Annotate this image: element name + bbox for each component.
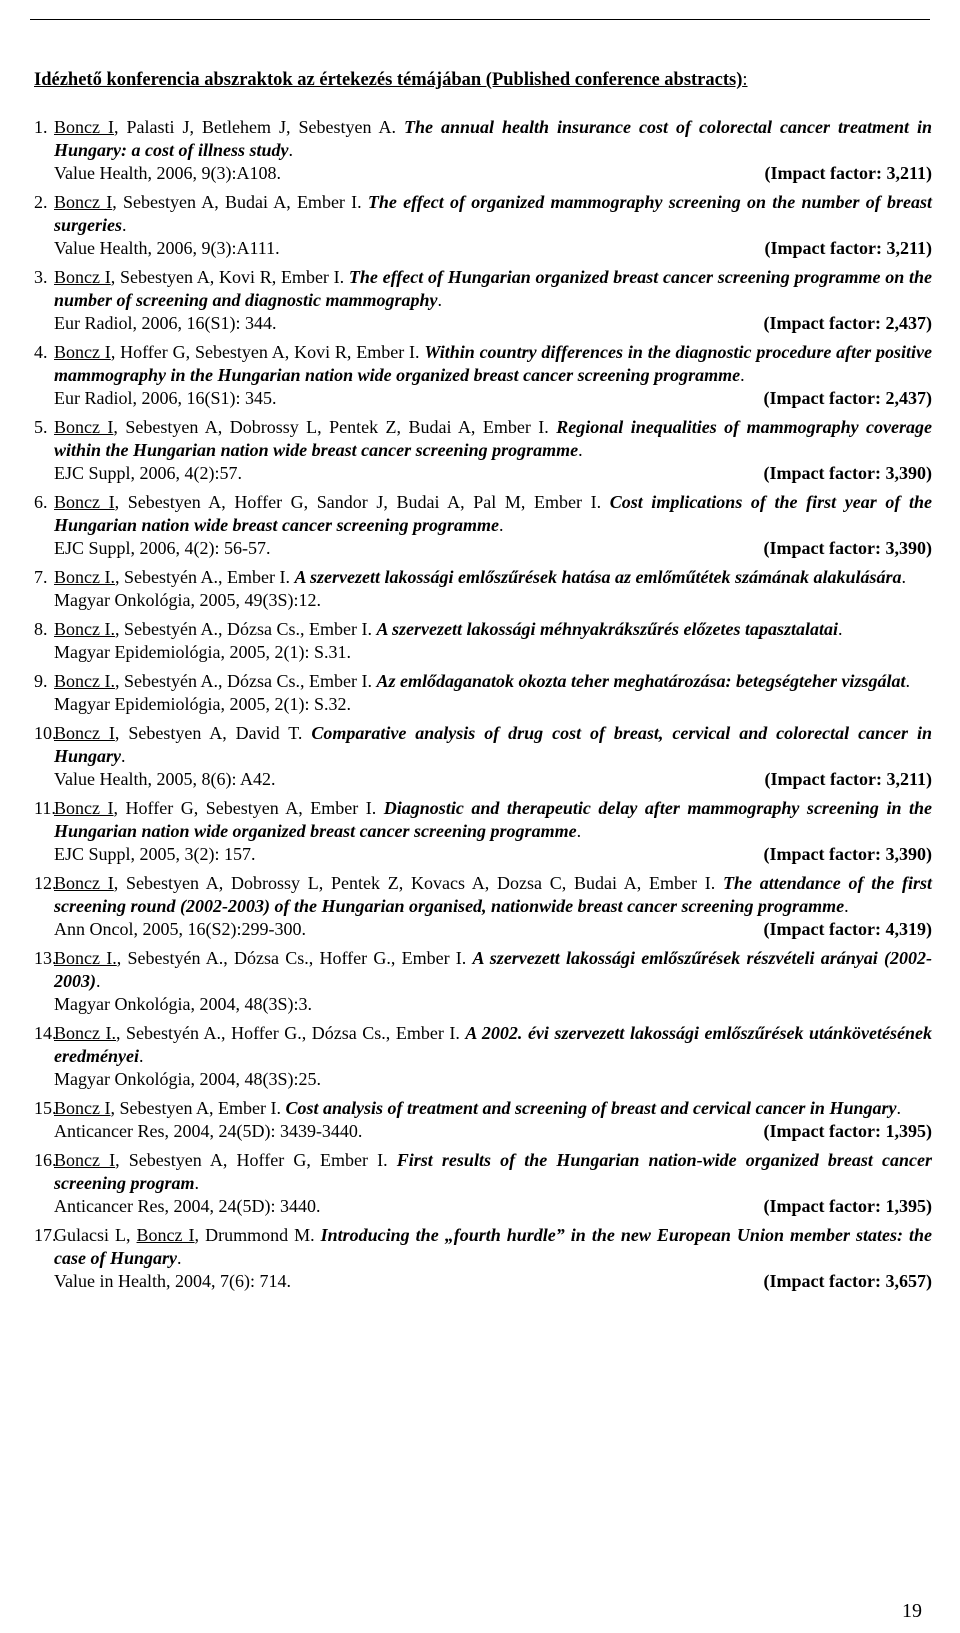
highlighted-author: Boncz I.: [54, 619, 115, 639]
reference-body: [44, 670, 932, 716]
reference-item: [34, 191, 932, 260]
authors-text: , Sebestyen A, Ember I.: [110, 1098, 286, 1118]
reference-number: 10.: [34, 723, 57, 743]
impact-factor: (Impact factor: 2,437): [763, 388, 932, 408]
authors-text: , Sebestyen A, Dobrossy L, Pentek Z, Kovacs A, Dozsa C, Budai A, Ember I.: [113, 873, 723, 893]
reference-source: Magyar Onkológia, 2005, 49(3S):12.: [54, 590, 321, 610]
highlighted-author: Boncz I.: [54, 948, 117, 968]
reference-source-line: [54, 918, 932, 941]
reference-item: [34, 1022, 933, 1091]
reference-citation: [54, 722, 932, 768]
reference-citation: [54, 341, 932, 387]
reference-title-end: .: [740, 365, 745, 385]
reference-item: [34, 872, 932, 941]
reference-citation: [54, 797, 932, 843]
top-rule: [30, 19, 930, 20]
reference-item: [34, 1224, 933, 1293]
reference-source: Magyar Onkológia, 2004, 48(3S):25.: [54, 1069, 321, 1089]
authors-text: , Sebestyen A, Hoffer G, Sandor J, Budai A, Pal M, Ember I.: [114, 492, 610, 512]
reference-source: Anticancer Res, 2004, 24(5D): 3440.: [54, 1196, 321, 1216]
reference-body: [44, 872, 932, 941]
reference-title-end: .: [578, 440, 583, 460]
reference-source: Value Health, 2005, 8(6): A42.: [54, 769, 276, 789]
reference-source: Anticancer Res, 2004, 24(5D): 3439-3440.: [54, 1121, 363, 1141]
authors-text: , Sebestyen A, Kovi R, Ember I.: [110, 267, 349, 287]
impact-factor: (Impact factor: 3,211): [764, 238, 932, 258]
reference-source: Magyar Epidemiológia, 2005, 2(1): S.31.: [54, 642, 351, 662]
highlighted-author: Boncz I: [54, 267, 111, 287]
reference-title-end: .: [837, 619, 843, 639]
reference-number: 15.: [34, 1098, 57, 1118]
reference-item: [34, 341, 932, 410]
reference-citation: [54, 266, 932, 312]
reference-title: The annual health insurance cost of colorectal cancer treatment in Hungary: a cost of illness study: [54, 117, 932, 160]
reference-number: 13.: [34, 948, 57, 968]
reference-title: Az emlődaganatok okozta teher meghatározása: betegségteher vizsgálat: [376, 671, 906, 691]
reference-title-end: .: [288, 140, 294, 160]
reference-body: [44, 116, 932, 185]
reference-citation: [54, 670, 932, 693]
reference-body: [44, 1022, 932, 1091]
impact-factor: (Impact factor: 3,390): [763, 538, 932, 558]
reference-title-end: .: [121, 746, 126, 766]
reference-citation: [54, 116, 932, 162]
reference-body: [44, 416, 932, 485]
reference-title: A szervezett lakossági emlőszűrések részvételi arányai (2002-2003): [54, 948, 932, 991]
authors-text: , Sebestyén A., Dózsa Cs., Ember I.: [114, 619, 377, 639]
authors-text: , Sebestyen A, Hoffer G, Ember I.: [115, 1150, 397, 1170]
reference-number: 12.: [34, 873, 57, 893]
impact-factor: (Impact factor: 3,657): [763, 1271, 932, 1291]
highlighted-author: Boncz I: [54, 192, 113, 212]
highlighted-author: Boncz I: [54, 1150, 116, 1170]
authors-text: , Hoffer G, Sebestyen A, Kovi R, Ember I.: [110, 342, 425, 362]
reference-body: [44, 947, 932, 1016]
reference-number: 5.: [34, 417, 48, 437]
reference-source: EJC Suppl, 2006, 4(2): 56-57.: [54, 538, 271, 558]
reference-title: First results of the Hungarian nation-wide organized breast cancer screening program: [54, 1150, 933, 1193]
reference-title-end: .: [905, 671, 910, 691]
reference-title: Introducing the „fourth hurdle” in the new European Union member states: the case of Hungary: [54, 1225, 933, 1268]
reference-body: [44, 797, 932, 866]
reference-source: EJC Suppl, 2006, 4(2):57.: [54, 463, 243, 483]
highlighted-author: Boncz I: [136, 1225, 195, 1245]
reference-citation: [54, 416, 932, 462]
authors-text: , Sebestyen A, Budai A, Ember I.: [112, 192, 368, 212]
reference-number: 16.: [34, 1150, 57, 1170]
reference-body: [44, 191, 932, 260]
authors-text: , Sebestyén A., Ember I.: [114, 567, 295, 587]
impact-factor: (Impact factor: 3,211): [764, 769, 932, 789]
reference-item: [34, 947, 932, 1016]
reference-citation: [54, 872, 932, 918]
reference-item: [34, 722, 932, 791]
highlighted-author: Boncz I: [54, 798, 114, 818]
reference-number: 6.: [34, 492, 48, 512]
impact-factor: (Impact factor: 3,390): [763, 844, 932, 864]
reference-title: A 2002. évi szervezett lakossági emlőszűrések utánkövetésének eredményei: [54, 1023, 933, 1066]
reference-body: [44, 1149, 932, 1218]
reference-title-end: .: [437, 290, 443, 310]
highlighted-author: Boncz I: [54, 117, 114, 137]
reference-source-line: [54, 768, 932, 791]
highlighted-author: Boncz I: [54, 342, 111, 362]
highlighted-author: Boncz I: [54, 417, 114, 437]
reference-title: Cost analysis of treatment and screening of breast and cervical cancer in Hungary: [285, 1098, 897, 1118]
reference-body: [44, 722, 932, 791]
reference-title: Cost implications of the first year of the Hungarian nation wide breast cancer screening programme: [54, 492, 932, 535]
reference-title-end: .: [901, 567, 907, 587]
authors-text: , Sebestyén A., Dózsa Cs., Hoffer G., Ember I.: [116, 948, 473, 968]
reference-title: A szervezett lakossági méhnyakrákszűrés előzetes tapasztalatai: [376, 619, 838, 639]
reference-item: [34, 491, 932, 560]
reference-title: The effect of Hungarian organized breast cancer screening programme on the number of screening and diagnostic mammography: [54, 267, 932, 310]
section-heading: [34, 70, 934, 91]
reference-body: [44, 266, 932, 335]
reference-source-line: [54, 1195, 932, 1218]
reference-title: Within country differences in the diagnostic procedure after positive mammography in the Hungarian nation wide organized breast cancer screening programme: [54, 342, 932, 385]
impact-factor: (Impact factor: 3,211): [764, 163, 932, 183]
reference-body: [44, 491, 932, 560]
impact-factor: (Impact factor: 3,390): [763, 463, 932, 483]
reference-number: 8.: [34, 619, 48, 639]
reference-citation: [54, 566, 932, 589]
reference-source-line: [54, 462, 932, 485]
authors-text: , Palasti J, Betlehem J, Sebestyen A.: [113, 117, 404, 137]
authors-text: , Sebestyén A., Hoffer G., Dózsa Cs., Ember I.: [116, 1023, 466, 1043]
reference-source: Eur Radiol, 2006, 16(S1): 345.: [54, 388, 277, 408]
reference-title: The effect of organized mammography screening on the number of breast surgeries: [54, 192, 932, 235]
reference-item: [34, 266, 932, 335]
authors-text: , Sebestyén A., Dózsa Cs., Ember I.: [114, 671, 377, 691]
reference-title-end: .: [96, 971, 101, 991]
reference-citation: [54, 491, 932, 537]
reference-title-end: .: [138, 1046, 144, 1066]
reference-item: [34, 116, 932, 185]
reference-title: The attendance of the first screening round (2002-2003) of the Hungarian organised, nationwide breast cancer screening programme: [54, 873, 932, 916]
reference-number: 1.: [34, 117, 48, 137]
reference-item: [34, 1097, 932, 1143]
highlighted-author: Boncz I.: [54, 1023, 117, 1043]
authors-text: , Sebestyen A, David T.: [114, 723, 312, 743]
reference-number: 7.: [34, 567, 48, 587]
highlighted-author: Boncz I: [54, 723, 115, 743]
reference-title-end: .: [194, 1173, 200, 1193]
reference-title: Comparative analysis of drug cost of breast, cervical and colorectal cancer in Hungary: [54, 723, 932, 766]
highlighted-author: Boncz I.: [54, 671, 115, 691]
reference-source: Magyar Epidemiológia, 2005, 2(1): S.32.: [54, 694, 351, 714]
reference-title: Regional inequalities of mammography coverage within the Hungarian nation wide breast cancer screening programme: [54, 417, 933, 460]
reference-title-end: .: [896, 1098, 901, 1118]
reference-item: [34, 797, 932, 866]
reference-body: [44, 341, 932, 410]
reference-body: [44, 1224, 932, 1293]
reference-source-line: [54, 312, 932, 335]
reference-source-line: [54, 237, 932, 260]
reference-citation: [54, 947, 932, 993]
authors-text: , Drummond M.: [194, 1225, 321, 1245]
reference-item: [34, 566, 922, 612]
highlighted-author: Boncz I: [54, 492, 115, 512]
reference-source-line: [54, 387, 932, 410]
reference-source: Magyar Onkológia, 2004, 48(3S):3.: [54, 994, 312, 1014]
reference-source: Eur Radiol, 2006, 16(S1): 344.: [54, 313, 277, 333]
reference-number: 17.: [34, 1225, 57, 1245]
section-heading-text: Idézhető konferencia abszraktok az értekezés témájában (Published conference abstracts): [34, 70, 743, 90]
reference-citation: [54, 618, 932, 641]
reference-source-line: [54, 641, 932, 664]
reference-source: Ann Oncol, 2005, 16(S2):299-300.: [54, 919, 306, 939]
reference-title-end: .: [499, 515, 504, 535]
reference-source-line: [54, 589, 932, 612]
impact-factor: (Impact factor: 4,319): [763, 919, 932, 939]
reference-source-line: [54, 693, 932, 716]
page-number: 19: [902, 1600, 922, 1622]
reference-title: Diagnostic and therapeutic delay after mammography screening in the Hungarian nation wide organized breast cancer screening programme: [54, 798, 932, 841]
reference-citation: [54, 1097, 932, 1120]
reference-source: Value Health, 2006, 9(3):A111.: [54, 238, 280, 258]
reference-source: Value in Health, 2004, 7(6): 714.: [54, 1271, 291, 1291]
reference-number: 3.: [34, 267, 48, 287]
reference-source: EJC Suppl, 2005, 3(2): 157.: [54, 844, 256, 864]
reference-number: 14.: [34, 1023, 57, 1043]
reference-source-line: [54, 993, 932, 1016]
authors-text: , Sebestyen A, Dobrossy L, Pentek Z, Budai A, Ember I.: [113, 417, 557, 437]
reference-source-line: [54, 1068, 932, 1091]
authors-text: Gulacsi L,: [54, 1225, 137, 1245]
reference-source-line: [54, 162, 932, 185]
reference-citation: [54, 191, 932, 237]
reference-body: [44, 1097, 932, 1143]
highlighted-author: Boncz I: [54, 1098, 111, 1118]
reference-item: [34, 1149, 933, 1218]
reference-citation: [54, 1022, 932, 1068]
authors-text: , Hoffer G, Sebestyen A, Ember I.: [113, 798, 384, 818]
highlighted-author: Boncz I.: [54, 567, 115, 587]
highlighted-author: Boncz I: [54, 873, 114, 893]
reference-body: [44, 566, 932, 612]
reference-title-end: .: [844, 896, 849, 916]
impact-factor: (Impact factor: 1,395): [763, 1121, 932, 1141]
reference-title-end: .: [576, 821, 582, 841]
reference-source: Value Health, 2006, 9(3):A108.: [54, 163, 281, 183]
impact-factor: (Impact factor: 2,437): [763, 313, 932, 333]
reference-citation: [54, 1149, 932, 1195]
reference-number: 2.: [34, 192, 48, 212]
reference-source-line: [54, 1120, 932, 1143]
section-heading-colon: :: [742, 70, 748, 90]
reference-number: 9.: [34, 671, 48, 691]
reference-body: [44, 618, 932, 664]
reference-number: 11.: [34, 798, 56, 818]
reference-number: 4.: [34, 342, 48, 362]
reference-source-line: [54, 1270, 932, 1293]
reference-list: [34, 116, 933, 1293]
reference-item: [34, 416, 933, 485]
impact-factor: (Impact factor: 1,395): [763, 1196, 932, 1216]
reference-citation: [54, 1224, 932, 1270]
reference-item: [34, 618, 922, 664]
reference-item: [34, 670, 922, 716]
reference-title-end: .: [177, 1248, 182, 1268]
reference-source-line: [54, 843, 932, 866]
reference-title-end: .: [122, 215, 127, 235]
reference-source-line: [54, 537, 932, 560]
reference-title: A szervezett lakossági emlőszűrések hatása az emlőműtétek számának alakulására: [294, 567, 902, 587]
